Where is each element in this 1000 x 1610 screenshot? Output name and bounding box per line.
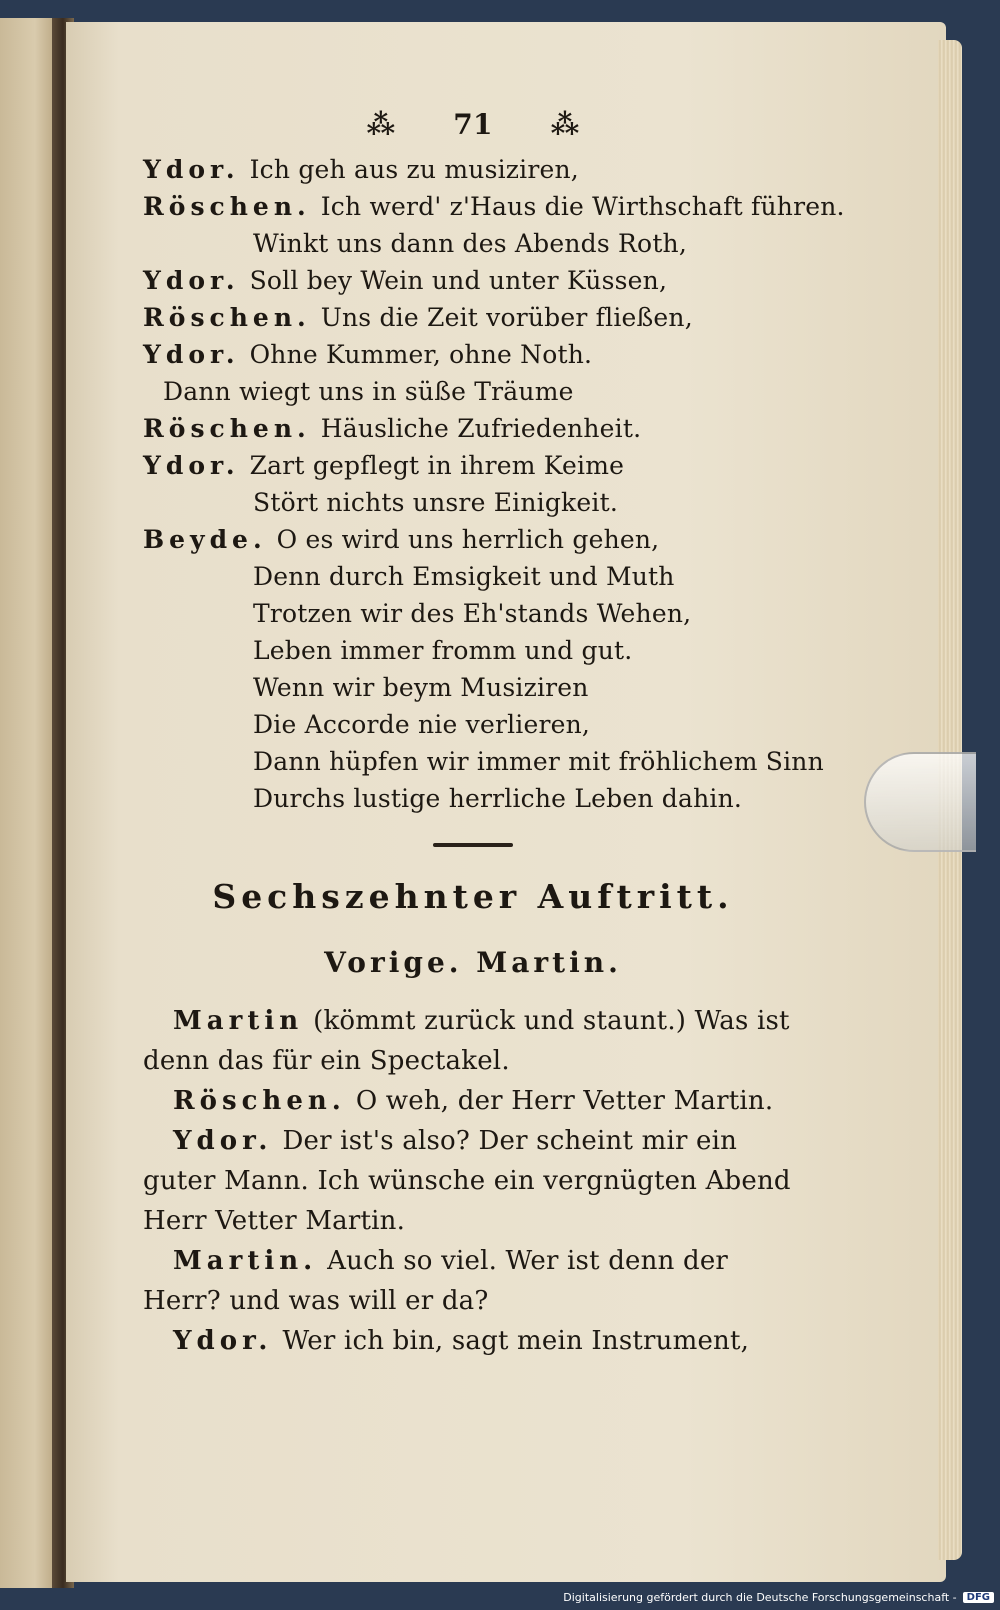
dialogue-text: (kömmt zurück und staunt.) Was ist denn das für ein Spectakel. xyxy=(143,1006,790,1076)
verse-text: Uns die Zeit vorüber fließen, xyxy=(320,303,693,332)
verse-line xyxy=(143,447,803,484)
verse-block xyxy=(143,151,845,817)
speaker-name: Ydor. xyxy=(173,1326,273,1356)
verse-line xyxy=(143,706,803,743)
speaker-name: Röschen. xyxy=(143,192,311,221)
verse-line xyxy=(143,669,803,706)
speaker-name: Ydor. xyxy=(143,266,240,295)
scene-heading: Sechszehnter Auftritt. xyxy=(212,877,734,916)
verse-text: Dann hüpfen wir immer mit fröhlichem Sinn xyxy=(253,747,824,776)
footer-text: Digitalisierung gefördert durch die Deutsche Forschungsgemeinschaft - xyxy=(563,1590,957,1604)
dialogue-paragraph xyxy=(143,1081,803,1121)
dialogue-paragraph xyxy=(143,1321,803,1361)
verse-text: Ich werd' z'Haus die Wirthschaft führen. xyxy=(320,192,845,221)
verse-text: Soll bey Wein und unter Küssen, xyxy=(249,266,668,295)
dialogue-text: Auch so viel. Wer ist denn der Herr? und was will er da? xyxy=(143,1246,729,1316)
verse-line xyxy=(143,484,803,521)
verse-text: Winkt uns dann des Abends Roth, xyxy=(253,229,688,258)
page-header: ⁂ 71 ⁂ xyxy=(366,108,580,141)
verse-text: O es wird uns herrlich gehen, xyxy=(276,525,660,554)
dialogue-text: Der ist's also? Der scheint mir ein guter Mann. Ich wünsche ein vergnügten Abend Herr Vetter Martin. xyxy=(143,1126,791,1236)
speaker-name: Röschen. xyxy=(173,1086,346,1116)
speaker-name: Beyde. xyxy=(143,525,267,554)
verse-text: Zart gepflegt in ihrem Keime xyxy=(249,451,625,480)
prose-block xyxy=(143,1001,803,1361)
verse-line xyxy=(143,632,803,669)
speaker-name: Röschen. xyxy=(143,414,311,443)
speaker-name: Ydor. xyxy=(173,1126,273,1156)
verse-line xyxy=(143,558,803,595)
verse-text: Durchs lustige herrliche Leben dahin. xyxy=(253,784,743,813)
verse-line xyxy=(143,151,803,188)
verse-text: Wenn wir beym Musiziren xyxy=(253,673,589,702)
speaker-name: Martin xyxy=(173,1006,304,1036)
page-clip xyxy=(864,752,976,852)
page-text xyxy=(143,108,845,1361)
dialogue-paragraph xyxy=(143,1001,803,1081)
verse-line xyxy=(143,262,803,299)
verse-line xyxy=(143,225,803,262)
verse-text: Ich geh aus zu musiziren, xyxy=(249,155,579,184)
verse-text: Dann wiegt uns in süße Träume xyxy=(163,377,574,406)
section-rule xyxy=(433,843,513,847)
left-page-edge xyxy=(0,18,58,1588)
verse-text: Die Accorde nie verlieren, xyxy=(253,710,591,739)
dfg-logo: DFG xyxy=(963,1592,994,1603)
speaker-name: Ydor. xyxy=(143,451,240,480)
dialogue-paragraph xyxy=(143,1241,803,1321)
verse-line xyxy=(143,188,845,225)
dialogue-paragraph xyxy=(143,1121,803,1241)
verse-line xyxy=(143,521,803,558)
verse-line xyxy=(143,595,803,632)
speaker-name: Ydor. xyxy=(143,155,240,184)
dialogue-text: Wer ich bin, sagt mein Instrument, xyxy=(282,1326,750,1356)
verse-line xyxy=(143,299,803,336)
verse-text: Denn durch Emsigkeit und Muth xyxy=(253,562,675,591)
dialogue-text: O weh, der Herr Vetter Martin. xyxy=(355,1086,774,1116)
verse-text: Ohne Kummer, ohne Noth. xyxy=(249,340,593,369)
verse-line xyxy=(143,373,803,410)
speaker-name: Martin. xyxy=(173,1246,318,1276)
verse-text: Trotzen wir des Eh'stands Wehen, xyxy=(253,599,692,628)
verse-line xyxy=(143,743,824,780)
verse-line xyxy=(143,336,803,373)
verse-text: Leben immer fromm und gut. xyxy=(253,636,633,665)
characters-heading: Vorige. Martin. xyxy=(324,946,622,979)
verse-text: Häusliche Zufriedenheit. xyxy=(320,414,642,443)
speaker-name: Röschen. xyxy=(143,303,311,332)
verse-text: Stört nichts unsre Einigkeit. xyxy=(253,488,618,517)
verse-line xyxy=(143,410,803,447)
digitization-footer xyxy=(563,1588,994,1606)
verse-line xyxy=(143,780,803,817)
speaker-name: Ydor. xyxy=(143,340,240,369)
